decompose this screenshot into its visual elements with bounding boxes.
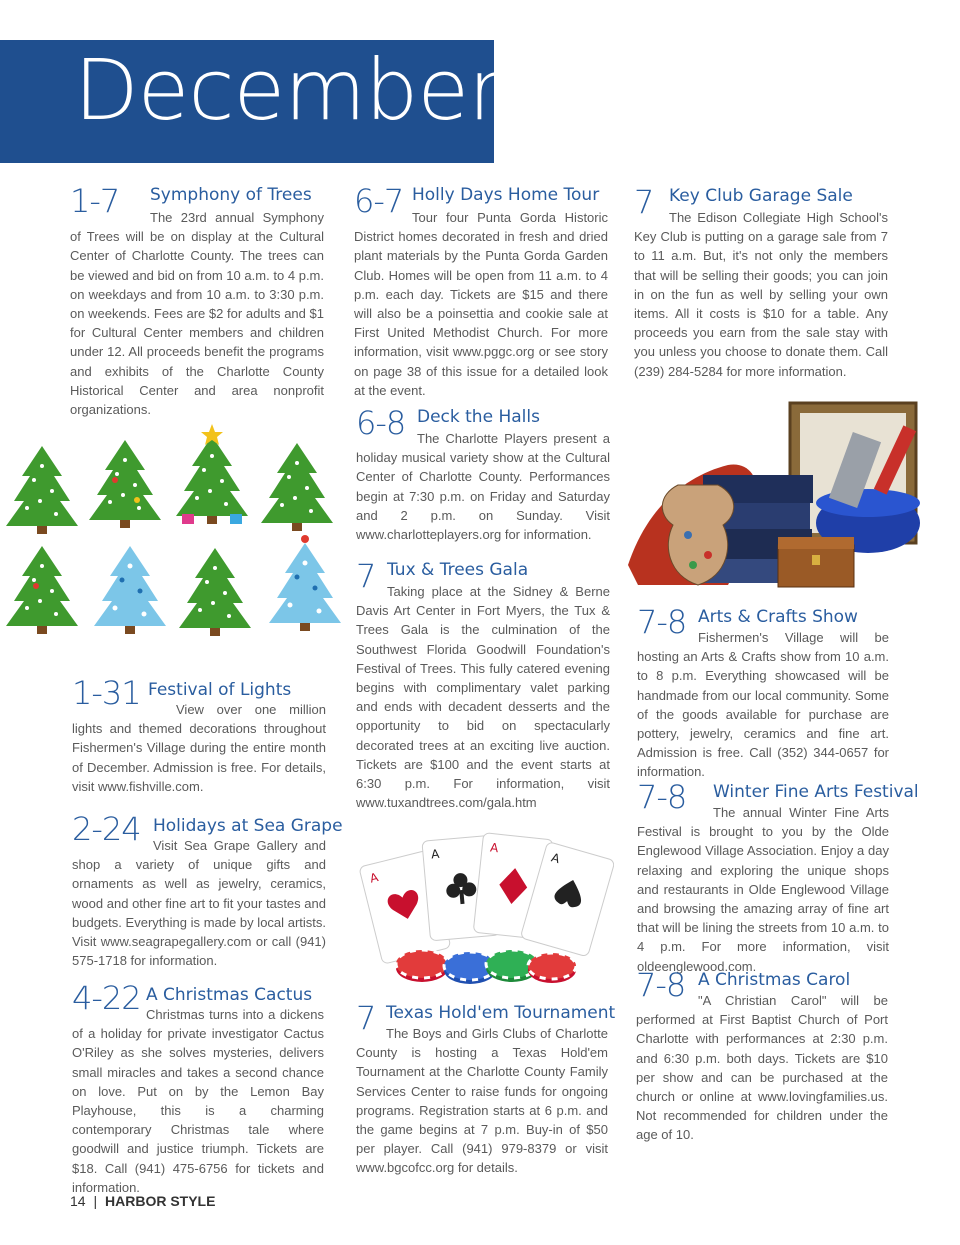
poker-chips [396,950,576,984]
svg-text:A: A [549,850,562,867]
event-date: 7 [356,999,376,1037]
event-body: The 23rd annual Symphony of Trees will be on display at the Cultural Center of Charlotte County. The trees can be viewed and bid on from 10 a.m. to 4 p.m. on weekdays and from 10 a.m. to 3:30 p.m. on weekends. Fees are $2 for adults and $1 for Cultural Center members and children under 12. All proceeds benefit the programs and exhibits of the Charlotte County Historical Center and area nonprofit organizations. [70,210,324,418]
tree-7 [179,548,251,636]
event-title: Arts & Crafts Show [698,607,858,627]
event-body: The Boys and Girls Clubs of Charlotte County is hosting a Texas Hold'em Tournament at the Charlotte County Family Services Center to raise funds for ongoing programs. Registration starts at 6 p.m. and the game begins at 7 p.m. Buy-in of $50 per player. Call (941) 979-8379 or visit www.bgcofcc.org for details. [356,1026,608,1176]
svg-text:A: A [368,870,380,886]
tree-1 [6,446,78,534]
event-date: 7-8 [637,778,687,816]
event-symphony [70,182,324,420]
event-title: Holidays at Sea Grape [153,816,343,836]
event-carol [636,966,888,1149]
event-title: Symphony of Trees [150,185,312,205]
event-date: 7-8 [637,603,687,641]
event-title: Deck the Halls [417,407,540,427]
wooden-box [778,545,854,587]
event-title: Holly Days Home Tour [412,185,600,205]
event-title: Tux & Trees Gala [387,560,529,580]
event-halls [356,404,610,547]
event-date: 6-7 [354,182,404,220]
christmas-trees-illustration [0,418,345,648]
tree-5 [6,546,78,634]
event-title: Texas Hold'em Tournament [386,1003,616,1023]
event-date: 7-8 [636,966,686,1004]
event-seagrape [72,810,343,973]
event-title: A Christmas Carol [698,970,851,990]
event-body: Fishermen's Village will be hosting an Arts & Crafts show from 10 a.m. to 8 p.m. Everything showcased will be handmade from our local community. Some of the goods available for purchase are pottery, jewelry, ceramics and fine art. Admission is free. Call (352) 344-0657 for information. [637,630,889,780]
tree-6 [94,546,166,634]
event-body: Christmas turns into a dickens of a holiday for private investigator Cactus O'Riley as she solves mysteries, delivers small miracles and takes a second chance on love. Put on by the Lemon Bay Playhouse, this is a charming contemporary Christmas tale where goodwill and justice triumph. Tickets are $18. Call (941) 475-6756 for tickets and information. [72,1007,324,1195]
event-title: A Christmas Cactus [146,985,313,1005]
christmas-trees-image [0,418,345,648]
event-holly [354,182,608,405]
event-date: 1-31 [72,674,141,712]
event-body: "A Christian Carol" will be performed at First Baptist Church of Port Charlotte with performances at 2:30 p.m. and 6:30 p.m. both days. Tickets are $10 per show and can be purchased at the church or online at www.lovingfamilies.us. Not recommended for children under the age of 10. [636,993,888,1143]
page-title: December [74,41,502,139]
cards-image [352,818,614,993]
event-cactus [72,979,324,1195]
event-winter [637,778,919,974]
page-footer [70,1193,215,1209]
svg-text:A: A [489,840,500,856]
event-title: Festival of Lights [148,680,292,700]
svg-text:A: A [430,846,440,862]
event-date: 1-7 [70,182,120,220]
page-number: 14 [70,1193,86,1209]
event-date: 2-24 [72,810,141,848]
event-tux [356,557,610,811]
garage-sale-image [618,395,954,600]
event-title: Key Club Garage Sale [669,186,853,206]
event-body: View over one million lights and themed decorations throughout Fishermen's Village during the entire month of December. Admission is free. For details, visit www.fishville.com. [72,702,326,794]
footer-separator: | [93,1193,98,1209]
event-date: 7 [634,183,654,221]
event-body: The Edison Collegiate High School's Key Club is putting on a garage sale from 7 to 11 a.m. But, it's not only the members that will be selling their goods; you can join in on the fun as well by selling your own items. All it costs is $10 for a table. Any proceeds you earn from the sale stay with you unless you choose to donate them. Call (239) 284-5284 for more information. [634,210,888,379]
event-date: 7 [356,557,376,595]
event-date: 4-22 [72,979,141,1017]
event-garage [634,183,888,386]
event-title: Winter Fine Arts Festival [713,782,919,802]
tree-2 [89,440,161,528]
event-holdem [356,999,616,1182]
event-body: The Charlotte Players present a holiday musical variety show at the Cultural Center of Charlotte County. Performances begin at 7:30 p.m. on Friday and Saturday and 2 p.m. on Sunday. Visit www.charlotteplayers.org for information. [356,431,610,543]
event-body: The annual Winter Fine Arts Festival is brought to you by the Olde Englewood Village Association. Enjoy a day relaxing and exploring the unique shops and restaurants in Olde Englewood Village and browsing the amazing array of fine art that will be lining the streets from 10 a.m. to 4 p.m. For more information, visit oldeenglewood.com. [637,805,889,974]
playing-cards-illustration [352,818,614,993]
tree-8 [269,535,341,631]
event-body: Tour four Punta Gorda Historic District homes decorated in fresh and dried plant materials by the Punta Gorda Garden Club. Homes will be open from 11 a.m. to 4 p.m. each day. Tickets are $15 and there will also be a poinsettia and cookie sale at First United Methodist Church. For more information, visit www.pggc.org or see story on page 38 of this issue for a detailed look at the event. [354,210,608,398]
publication-name: HARBOR STYLE [105,1193,216,1209]
garage-sale-illustration [618,395,954,600]
event-lights [72,674,326,797]
tree-4 [261,443,333,531]
event-body: Visit Sea Grape Gallery and shop a variety of unique gifts and ornaments as well as jewelry, ceramics, wood and other fine art to fit your tastes and budgets. Everything is made by local artists. Visit www.seagrapegallery.com or call (941) 575-1718 for information. [72,838,326,969]
tree-3 [176,424,248,524]
event-arts [637,603,889,780]
event-body: Taking place at the Sidney & Berne Davis Art Center in Fort Myers, the Tux & Trees Gala is the culmination of the Southwest Florida Goodwill Foundation's Festival of Trees. This fully catered evening begins with complimentary valet parking and ends with decadent desserts and the opportunity to bid on spectacularly decorated trees at an exciting live auction. Tickets are $100 and the event starts at 6:30 p.m. For information, visit www.tuxandtrees.com/gala.htm [356,584,610,811]
event-date: 6-8 [356,404,406,442]
